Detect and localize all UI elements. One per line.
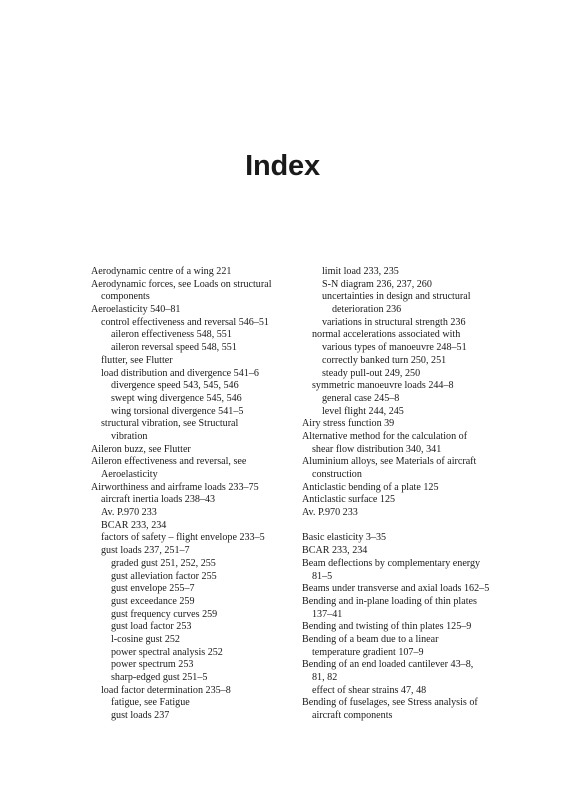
- index-entry: wing torsional divergence 541–5: [111, 405, 244, 417]
- index-entry: flutter, see Flutter: [101, 354, 173, 366]
- index-entry: Beams under transverse and axial loads 162–5: [302, 583, 490, 595]
- index-entry: 81–5: [312, 570, 333, 582]
- index-entry: Beam deflections by complementary energy: [302, 557, 481, 569]
- index-entry: Basic elasticity 3–35: [302, 532, 387, 544]
- index-entry: gust loads 237: [111, 710, 170, 722]
- index-entry: uncertainties in design and structural: [322, 291, 471, 303]
- index-entry: power spectrum 253: [111, 659, 194, 671]
- page-title: Index: [245, 150, 320, 182]
- index-entry: shear flow distribution 340, 341: [312, 443, 442, 455]
- index-entry: Aeroelasticity 540–81: [91, 304, 181, 316]
- index-entry: aileron effectiveness 548, 551: [111, 329, 232, 341]
- index-entry: gust alleviation factor 255: [111, 570, 217, 582]
- index-entry: level flight 244, 245: [322, 405, 404, 417]
- index-entry: limit load 233, 235: [322, 266, 399, 277]
- index-entry: Bending of fuselages, see Stress analysis of: [302, 697, 478, 709]
- index-entry: Anticlastic surface 125: [302, 494, 396, 506]
- index-entry: Aerodynamic centre of a wing 221: [91, 266, 232, 277]
- index-entry: load factor determination 235–8: [101, 684, 231, 696]
- index-entry: l-cosine gust 252: [111, 633, 180, 645]
- index-entry: aircraft components: [312, 710, 393, 722]
- index-entry: gust envelope 255–7: [111, 583, 195, 595]
- index-entry: swept wing divergence 545, 546: [111, 392, 242, 404]
- index-entry: sharp-edged gust 251–5: [111, 672, 208, 683]
- index-entry: Aileron effectiveness and reversal, see: [91, 456, 247, 468]
- index-entry: deterioration 236: [332, 304, 402, 316]
- index-entry: BCAR 233, 234: [302, 545, 368, 557]
- index-entry: factors of safety – flight envelope 233–5: [101, 532, 265, 544]
- index-entry: Av. P.970 233: [302, 507, 358, 519]
- index-entry: construction: [312, 469, 362, 480]
- index-entry: general case 245–8: [322, 392, 400, 404]
- index-entry: symmetric manoeuvre loads 244–8: [312, 380, 454, 392]
- index-entry: Aeroelasticity: [101, 469, 158, 480]
- index-entry: Aluminium alloys, see Materials of aircraft: [302, 456, 477, 468]
- index-gap: [302, 520, 524, 533]
- index-entry: graded gust 251, 252, 255: [111, 557, 216, 569]
- index-column-left: [91, 266, 306, 723]
- index-entry: Alternative method for the calculation of: [302, 430, 468, 442]
- index-entry: Airworthiness and airframe loads 233–75: [91, 481, 259, 493]
- index-entry: 137–41: [312, 608, 343, 620]
- index-entry: Bending and in-plane loading of thin plates: [302, 595, 477, 607]
- index-entry: effect of shear strains 47, 48: [312, 684, 427, 696]
- index-entry: vibration: [111, 430, 148, 442]
- index-entry: Anticlastic bending of a plate 125: [302, 481, 439, 493]
- index-entry: structural vibration, see Structural: [101, 418, 239, 430]
- index-entry: gust loads 237, 251–7: [101, 545, 190, 557]
- index-entry: Bending of an end loaded cantilever 43–8,: [302, 659, 474, 671]
- index-entry: components: [101, 291, 150, 303]
- index-entry: Av. P.970 233: [101, 507, 157, 519]
- index-entry: fatigue, see Fatigue: [111, 697, 190, 709]
- index-entry: aileron reversal speed 548, 551: [111, 342, 237, 354]
- index-entry: correctly banked turn 250, 251: [322, 354, 447, 366]
- index-entry: Bending and twisting of thin plates 125–9: [302, 621, 472, 633]
- index-entry: control effectiveness and reversal 546–51: [101, 316, 269, 328]
- index-entry: aircraft inertia loads 238–43: [101, 494, 216, 506]
- index-entry: divergence speed 543, 545, 546: [111, 380, 239, 392]
- index-entry: Aileron buzz, see Flutter: [91, 443, 191, 455]
- index-entry: temperature gradient 107–9: [312, 646, 424, 658]
- index-entry: load distribution and divergence 541–6: [101, 367, 259, 379]
- index-entry: S-N diagram 236, 237, 260: [322, 278, 432, 290]
- index-entry: gust frequency curves 259: [111, 608, 218, 620]
- index-entry: BCAR 233, 234: [101, 519, 167, 531]
- index-entry: variations in structural strength 236: [322, 316, 466, 328]
- index-entry: power spectral analysis 252: [111, 646, 223, 658]
- index-entry: various types of manoeuvre 248–51: [322, 342, 467, 354]
- index-entry: normal accelerations associated with: [312, 329, 461, 341]
- index-entry: Bending of a beam due to a linear: [302, 633, 439, 645]
- index-entry: Airy stress function 39: [302, 418, 395, 430]
- index-entry: gust load factor 253: [111, 621, 192, 633]
- index-entry: 81, 82: [312, 672, 338, 683]
- index-entry: Aerodynamic forces, see Loads on structural: [91, 278, 272, 290]
- index-entry: steady pull-out 249, 250: [322, 367, 421, 379]
- index-entry: gust exceedance 259: [111, 595, 195, 607]
- index-column-right: [302, 266, 524, 723]
